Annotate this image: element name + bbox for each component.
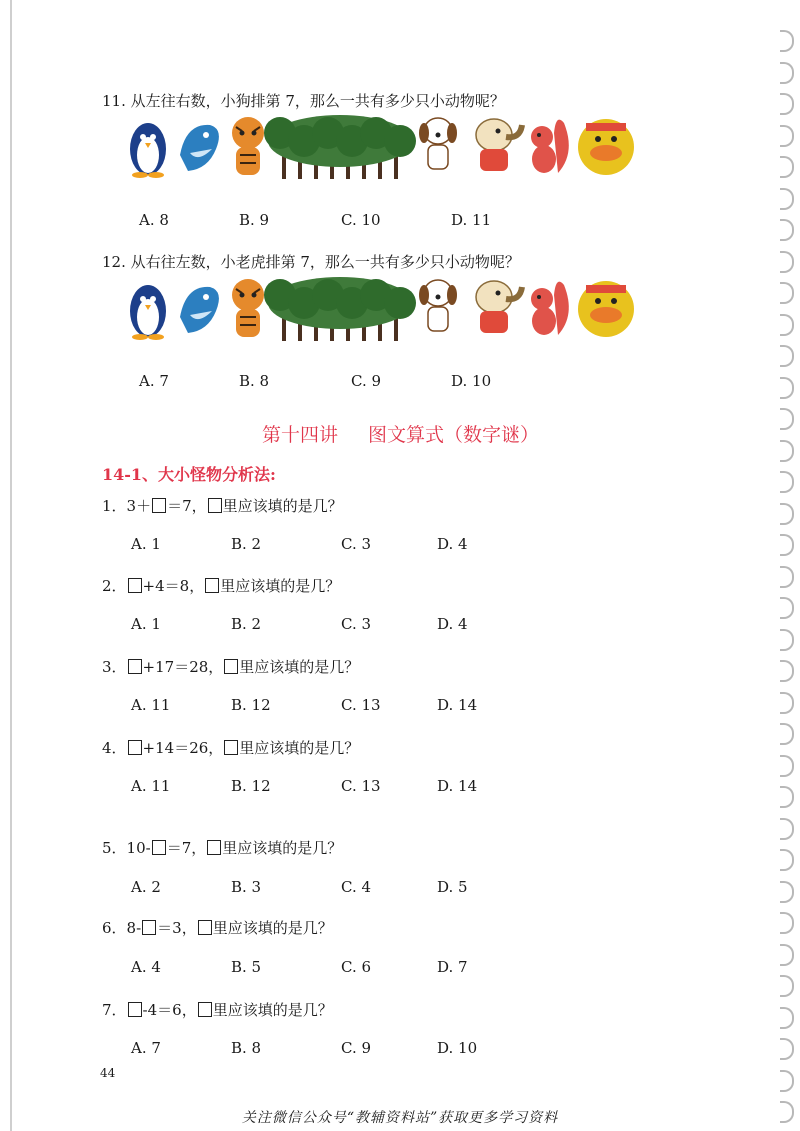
question-prefix: 4．: [102, 739, 127, 757]
question-ask: 里应该填的是几？: [239, 658, 360, 676]
blank-box[interactable]: [152, 840, 166, 855]
elephant-icon: [476, 119, 522, 171]
binding-ring-icon: [780, 786, 794, 808]
option-c[interactable]: C. 4: [341, 878, 372, 896]
binding-ring-icon: [780, 62, 794, 84]
penguin-icon: [130, 123, 166, 178]
question-ask: 里应该填的是几？: [222, 839, 343, 857]
page-left-edge: [10, 0, 12, 1131]
option-a[interactable]: A. 1: [131, 535, 161, 553]
blank-box: [224, 659, 238, 674]
section-title: 14-1、大小怪物分析法:: [102, 465, 276, 484]
option-d[interactable]: D. 4: [437, 615, 468, 633]
binding-ring-icon: [780, 314, 794, 336]
blank-box[interactable]: [128, 578, 142, 593]
question-prefix: 7．: [102, 1001, 127, 1019]
squirrel-icon: [531, 120, 569, 173]
question-prefix: 1．3＋: [102, 497, 152, 515]
binding-ring-icon: [780, 408, 794, 430]
option-d[interactable]: D. 4: [437, 535, 468, 553]
option-d[interactable]: D. 5: [437, 878, 468, 896]
option-a[interactable]: A. 4: [131, 958, 161, 976]
option-a[interactable]: A. 11: [131, 777, 171, 795]
option-d[interactable]: D. 14: [437, 696, 478, 714]
binding-ring-icon: [780, 1038, 794, 1060]
blank-box[interactable]: [128, 659, 142, 674]
option-c[interactable]: C. 3: [341, 535, 372, 553]
option-a[interactable]: A. 7: [131, 1039, 161, 1057]
option-b[interactable]: B. 12: [231, 777, 271, 795]
question-equation: -4＝6，: [142, 1001, 197, 1019]
option-d[interactable]: D. 11: [451, 211, 492, 229]
question-prefix: 6．8-: [102, 919, 142, 937]
question-2-text: [102, 575, 340, 596]
binding-ring-icon: [780, 629, 794, 651]
option-b[interactable]: B. 2: [231, 615, 262, 633]
option-a[interactable]: A. 2: [131, 878, 161, 896]
lecture-title: [262, 420, 539, 447]
option-c[interactable]: C. 6: [341, 958, 372, 976]
question-6-options: [131, 958, 631, 978]
lecture-topic: 图文算式（数字谜）: [368, 424, 540, 446]
option-d[interactable]: D. 14: [437, 777, 478, 795]
question-3-options: [131, 696, 631, 716]
option-c[interactable]: C. 13: [341, 696, 381, 714]
binding-ring-icon: [780, 503, 794, 525]
question-equation: +4＝8，: [142, 577, 205, 595]
question-7-options: [131, 1039, 631, 1059]
question-12-options: [131, 372, 631, 392]
question-equation: ＝7，: [166, 839, 207, 857]
question-5-options: [131, 878, 631, 898]
question-prefix: 2．: [102, 577, 127, 595]
binding-ring-icon: [780, 188, 794, 210]
binding-ring-icon: [780, 219, 794, 241]
question-ask: 里应该填的是几？: [222, 497, 343, 515]
blank-box[interactable]: [128, 740, 142, 755]
binding-ring-icon: [780, 30, 794, 52]
question-3-text: [102, 656, 359, 677]
binding-ring-icon: [780, 755, 794, 777]
binding-ring-icon: [780, 723, 794, 745]
elephant-icon: [476, 281, 522, 333]
question-1-text: [102, 495, 343, 516]
question-11-options: [131, 211, 631, 231]
binding-ring-icon: [780, 282, 794, 304]
blank-box: [198, 920, 212, 935]
question-equation: ＝7，: [167, 497, 207, 515]
option-a[interactable]: A. 7: [139, 372, 169, 390]
blank-box[interactable]: [152, 498, 166, 513]
binding-ring-icon: [780, 534, 794, 556]
blank-box: [198, 1002, 212, 1017]
option-c[interactable]: C. 9: [351, 372, 382, 390]
footer-note: 关注微信公众号“教辅资料站”获取更多学习资料: [241, 1110, 559, 1126]
binding-ring-icon: [780, 849, 794, 871]
question-11-text: 11. 从左往右数，小狗排第 7，那么一共有多少只小动物呢？: [102, 92, 505, 110]
question-prefix: 5．10-: [102, 839, 151, 857]
question-5-text: [102, 837, 342, 858]
binding-ring-icon: [780, 471, 794, 493]
blank-box: [208, 498, 222, 513]
binding-ring-icon: [780, 944, 794, 966]
binding-ring-icon: [780, 566, 794, 588]
lecture-number: 第十四讲: [262, 424, 339, 446]
dolphin-icon: [180, 287, 219, 333]
blank-box: [224, 740, 238, 755]
binding-ring-icon: [780, 156, 794, 178]
tiger-icon: [232, 279, 264, 337]
animal-row-1: [128, 113, 638, 179]
binding-ring-icon: [780, 93, 794, 115]
dog-icon: [419, 118, 457, 169]
bird-icon: [578, 281, 634, 337]
option-a[interactable]: A. 1: [131, 615, 161, 633]
forest-icon: [264, 115, 416, 179]
option-b[interactable]: B. 8: [239, 372, 270, 390]
binding-ring-icon: [780, 912, 794, 934]
question-equation: +14＝26，: [142, 739, 224, 757]
question-2-options: [131, 615, 631, 635]
question-1-options: [131, 535, 631, 555]
binding-ring-icon: [780, 660, 794, 682]
question-ask: 里应该填的是几？: [212, 1001, 333, 1019]
penguin-icon: [130, 285, 166, 340]
question-ask: 里应该填的是几？: [239, 739, 360, 757]
option-d[interactable]: D. 10: [451, 372, 492, 390]
question-4-text: [102, 737, 359, 758]
option-d[interactable]: D. 7: [437, 958, 468, 976]
animal-row-2: [128, 275, 638, 341]
forest-icon: [264, 277, 416, 341]
bird-icon: [578, 119, 634, 175]
question-ask: 里应该填的是几？: [220, 577, 341, 595]
option-b[interactable]: B. 3: [231, 878, 262, 896]
question-equation: +17＝28，: [142, 658, 224, 676]
binding-ring-icon: [780, 125, 794, 147]
spiral-binding: [770, 0, 800, 1131]
blank-box: [205, 578, 219, 593]
squirrel-icon: [531, 282, 569, 335]
option-b[interactable]: B. 8: [231, 1039, 262, 1057]
option-a[interactable]: A. 11: [131, 696, 171, 714]
question-prefix: 3．: [102, 658, 127, 676]
binding-ring-icon: [780, 377, 794, 399]
option-a[interactable]: A. 8: [139, 211, 169, 229]
option-b[interactable]: B. 2: [231, 535, 262, 553]
binding-ring-icon: [780, 1007, 794, 1029]
binding-ring-icon: [780, 251, 794, 273]
option-b[interactable]: B. 9: [239, 211, 270, 229]
blank-box[interactable]: [128, 1002, 142, 1017]
binding-ring-icon: [780, 345, 794, 367]
question-4-options: [131, 777, 631, 797]
question-6-text: [102, 917, 333, 938]
binding-ring-icon: [780, 1070, 794, 1092]
tiger-icon: [232, 117, 264, 175]
binding-ring-icon: [780, 597, 794, 619]
question-equation: ＝3，: [157, 919, 197, 937]
binding-ring-icon: [780, 440, 794, 462]
question-ask: 里应该填的是几？: [212, 919, 333, 937]
option-c[interactable]: C. 10: [341, 211, 381, 229]
option-c[interactable]: C. 9: [341, 1039, 372, 1057]
dog-icon: [419, 280, 457, 331]
dolphin-icon: [180, 125, 219, 171]
blank-box[interactable]: [142, 920, 156, 935]
option-c[interactable]: C. 3: [341, 615, 372, 633]
blank-box: [207, 840, 221, 855]
page-number: 44: [100, 1066, 116, 1080]
option-c[interactable]: C. 13: [341, 777, 381, 795]
question-7-text: [102, 999, 333, 1020]
question-12-text: 12. 从右往左数，小老虎排第 7，那么一共有多少只小动物呢？: [102, 253, 520, 271]
binding-ring-icon: [780, 881, 794, 903]
option-b[interactable]: B. 12: [231, 696, 271, 714]
binding-ring-icon: [780, 975, 794, 997]
binding-ring-icon: [780, 692, 794, 714]
option-b[interactable]: B. 5: [231, 958, 262, 976]
binding-ring-icon: [780, 818, 794, 840]
option-d[interactable]: D. 10: [437, 1039, 478, 1057]
